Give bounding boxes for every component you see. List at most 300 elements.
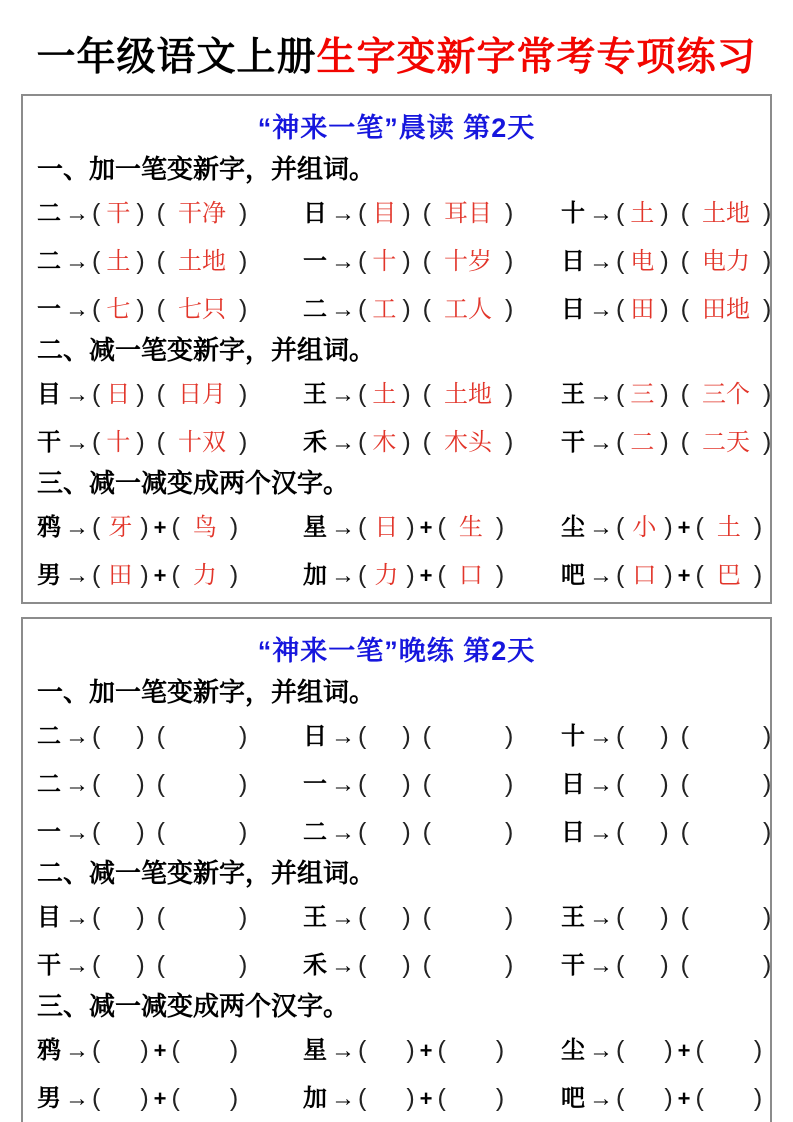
paren-open: ( bbox=[358, 246, 367, 275]
base-character: 王 bbox=[303, 903, 327, 931]
paren-close: ) bbox=[402, 950, 411, 979]
base-character: 鸦 bbox=[37, 513, 61, 541]
paren-close: ) bbox=[664, 1083, 673, 1112]
plus-sign: + bbox=[419, 1037, 433, 1063]
exercise-item bbox=[303, 1030, 561, 1065]
arrow-icon: → bbox=[65, 295, 89, 323]
arrow-icon: → bbox=[331, 247, 355, 275]
answer-word: 二天 bbox=[701, 427, 750, 456]
paren-close: ) bbox=[402, 902, 411, 931]
base-character: 一 bbox=[37, 818, 61, 846]
plus-sign: + bbox=[677, 1085, 691, 1111]
plus-sign: + bbox=[419, 514, 433, 540]
paren-open: ( bbox=[437, 1083, 446, 1112]
exercise-item bbox=[303, 507, 561, 542]
exercise-item bbox=[37, 241, 303, 276]
paren-open: ( bbox=[171, 1035, 180, 1064]
exercise-row bbox=[37, 500, 763, 548]
exercise-item bbox=[37, 897, 303, 932]
base-character: 尘 bbox=[561, 1036, 585, 1064]
paren-close: ) bbox=[136, 246, 145, 275]
exercise-item bbox=[37, 422, 303, 457]
paren-close: ) bbox=[762, 902, 772, 931]
paren-open: ( bbox=[358, 560, 367, 589]
paren-open: ( bbox=[92, 427, 101, 456]
paren-close: ) bbox=[238, 427, 248, 456]
arrow-icon: → bbox=[65, 380, 89, 408]
arrow-icon: → bbox=[589, 513, 613, 541]
paren-open: ( bbox=[358, 379, 367, 408]
arrow-icon: → bbox=[331, 199, 355, 227]
answer-word: 土地 bbox=[177, 246, 226, 275]
arrow-icon: → bbox=[65, 722, 89, 750]
paren-close: ) bbox=[495, 1083, 505, 1112]
exercise-item bbox=[561, 764, 771, 799]
answer-word: 三个 bbox=[701, 379, 750, 408]
paren-open: ( bbox=[616, 512, 625, 541]
evening-practice-panel bbox=[21, 617, 772, 1122]
arrow-icon: → bbox=[65, 199, 89, 227]
paren-close: ) bbox=[762, 246, 772, 275]
answer-character: 日 bbox=[106, 379, 131, 408]
base-character: 鸦 bbox=[37, 1036, 61, 1064]
panel-title-evening: “神来一笔”晚练 第2天 bbox=[257, 635, 536, 666]
paren-close: ) bbox=[762, 817, 772, 846]
paren-open: ( bbox=[422, 198, 431, 227]
exercise-row bbox=[37, 234, 772, 282]
paren-open: ( bbox=[616, 721, 625, 750]
exercise-row bbox=[37, 186, 772, 234]
paren-open: ( bbox=[92, 769, 101, 798]
answer-character: 土 bbox=[630, 198, 655, 227]
exercise-item bbox=[303, 716, 561, 751]
answer-character: 口 bbox=[632, 560, 657, 589]
paren-close: ) bbox=[136, 198, 145, 227]
exercise-row bbox=[37, 805, 772, 853]
paren-open: ( bbox=[680, 769, 689, 798]
paren-close: ) bbox=[402, 427, 411, 456]
base-character: 星 bbox=[303, 513, 327, 541]
exercise-item bbox=[303, 374, 561, 409]
exercise-item bbox=[37, 812, 303, 847]
paren-close: ) bbox=[402, 246, 411, 275]
paren-open: ( bbox=[616, 198, 625, 227]
arrow-icon: → bbox=[589, 380, 613, 408]
paren-close: ) bbox=[504, 198, 514, 227]
exercise-row bbox=[37, 709, 772, 757]
plus-sign: + bbox=[419, 562, 433, 588]
paren-close: ) bbox=[762, 379, 772, 408]
paren-close: ) bbox=[238, 294, 248, 323]
paren-close: ) bbox=[140, 512, 149, 541]
base-character: 目 bbox=[37, 903, 61, 931]
plus-sign: + bbox=[677, 514, 691, 540]
answer-word: 土地 bbox=[443, 379, 492, 408]
paren-open: ( bbox=[422, 721, 431, 750]
section bbox=[37, 330, 772, 463]
paren-close: ) bbox=[495, 512, 505, 541]
exercise-row bbox=[37, 415, 772, 463]
paren-open: ( bbox=[695, 512, 704, 541]
paren-open: ( bbox=[422, 427, 431, 456]
morning-practice-panel bbox=[21, 94, 772, 604]
base-character: 二 bbox=[37, 722, 61, 750]
base-character: 王 bbox=[561, 380, 585, 408]
arrow-icon: → bbox=[331, 770, 355, 798]
paren-open: ( bbox=[616, 294, 625, 323]
exercise-item bbox=[37, 716, 303, 751]
exercise-item bbox=[303, 289, 561, 324]
paren-close: ) bbox=[238, 902, 248, 931]
answer-character: 田 bbox=[108, 560, 133, 589]
paren-open: ( bbox=[358, 817, 367, 846]
plus-sign: + bbox=[677, 1037, 691, 1063]
base-character: 日 bbox=[561, 818, 585, 846]
exercise-item bbox=[37, 1030, 303, 1065]
exercise-item bbox=[37, 507, 303, 542]
paren-close: ) bbox=[402, 294, 411, 323]
plus-sign: + bbox=[153, 514, 167, 540]
paren-close: ) bbox=[664, 560, 673, 589]
paren-close: ) bbox=[402, 198, 411, 227]
arrow-icon: → bbox=[589, 770, 613, 798]
paren-open: ( bbox=[695, 1035, 704, 1064]
base-character: 二 bbox=[37, 247, 61, 275]
arrow-icon: → bbox=[65, 818, 89, 846]
paren-open: ( bbox=[92, 721, 101, 750]
paren-close: ) bbox=[136, 817, 145, 846]
paren-close: ) bbox=[504, 379, 514, 408]
paren-open: ( bbox=[680, 950, 689, 979]
answer-character: 十 bbox=[372, 246, 397, 275]
exercise-item bbox=[303, 422, 561, 457]
paren-close: ) bbox=[753, 512, 763, 541]
paren-close: ) bbox=[762, 950, 772, 979]
paren-open: ( bbox=[358, 769, 367, 798]
paren-open: ( bbox=[156, 902, 165, 931]
paren-close: ) bbox=[753, 1035, 763, 1064]
exercise-item bbox=[561, 289, 771, 324]
paren-close: ) bbox=[406, 512, 415, 541]
paren-open: ( bbox=[616, 1035, 625, 1064]
base-character: 尘 bbox=[561, 513, 585, 541]
paren-open: ( bbox=[156, 427, 165, 456]
paren-close: ) bbox=[664, 1035, 673, 1064]
paren-open: ( bbox=[358, 1035, 367, 1064]
paren-open: ( bbox=[680, 379, 689, 408]
paren-open: ( bbox=[92, 294, 101, 323]
section bbox=[37, 986, 763, 1119]
base-character: 禾 bbox=[303, 428, 327, 456]
exercise-item bbox=[37, 945, 303, 980]
page-title-red-part: 生字变新字常考专项练习 bbox=[316, 36, 757, 79]
exercise-item bbox=[303, 555, 561, 590]
section-heading: 一、加一笔变新字，并组词。 bbox=[37, 153, 376, 184]
exercise-item bbox=[561, 507, 762, 542]
arrow-icon: → bbox=[589, 561, 613, 589]
arrow-icon: → bbox=[65, 903, 89, 931]
paren-open: ( bbox=[92, 817, 101, 846]
arrow-icon: → bbox=[589, 818, 613, 846]
paren-open: ( bbox=[437, 512, 446, 541]
plus-sign: + bbox=[153, 1085, 167, 1111]
answer-character: 电 bbox=[630, 246, 655, 275]
page-title bbox=[0, 0, 793, 81]
paren-open: ( bbox=[422, 294, 431, 323]
arrow-icon: → bbox=[331, 1084, 355, 1112]
answer-word: 鸟 bbox=[192, 512, 217, 541]
answer-word: 生 bbox=[458, 512, 483, 541]
arrow-icon: → bbox=[331, 513, 355, 541]
section bbox=[37, 672, 772, 853]
paren-close: ) bbox=[140, 1035, 149, 1064]
answer-word: 巴 bbox=[716, 560, 741, 589]
base-character: 日 bbox=[561, 247, 585, 275]
exercise-item bbox=[561, 374, 771, 409]
arrow-icon: → bbox=[331, 1036, 355, 1064]
base-character: 日 bbox=[303, 722, 327, 750]
base-character: 王 bbox=[303, 380, 327, 408]
arrow-icon: → bbox=[589, 951, 613, 979]
section bbox=[37, 853, 772, 986]
exercise-item bbox=[37, 289, 303, 324]
exercise-item bbox=[37, 193, 303, 228]
paren-close: ) bbox=[136, 950, 145, 979]
paren-open: ( bbox=[616, 817, 625, 846]
base-character: 目 bbox=[37, 380, 61, 408]
exercise-item bbox=[37, 764, 303, 799]
paren-close: ) bbox=[406, 1083, 415, 1112]
exercise-row bbox=[37, 282, 772, 330]
base-character: 加 bbox=[303, 561, 327, 589]
answer-character: 土 bbox=[106, 246, 131, 275]
answer-word: 七只 bbox=[177, 294, 226, 323]
arrow-icon: → bbox=[589, 295, 613, 323]
paren-close: ) bbox=[504, 427, 514, 456]
answer-character: 小 bbox=[632, 512, 657, 541]
paren-close: ) bbox=[762, 427, 772, 456]
paren-close: ) bbox=[402, 769, 411, 798]
paren-open: ( bbox=[358, 950, 367, 979]
plus-sign: + bbox=[153, 562, 167, 588]
base-character: 禾 bbox=[303, 951, 327, 979]
section bbox=[37, 149, 772, 330]
arrow-icon: → bbox=[65, 513, 89, 541]
answer-word: 十岁 bbox=[443, 246, 492, 275]
paren-close: ) bbox=[504, 902, 514, 931]
paren-close: ) bbox=[406, 560, 415, 589]
paren-open: ( bbox=[422, 950, 431, 979]
base-character: 干 bbox=[561, 428, 585, 456]
arrow-icon: → bbox=[331, 818, 355, 846]
paren-close: ) bbox=[136, 769, 145, 798]
paren-open: ( bbox=[171, 1083, 180, 1112]
paren-close: ) bbox=[136, 902, 145, 931]
paren-close: ) bbox=[762, 769, 772, 798]
exercise-row bbox=[37, 757, 772, 805]
paren-open: ( bbox=[680, 198, 689, 227]
paren-close: ) bbox=[136, 379, 145, 408]
answer-word: 土 bbox=[716, 512, 741, 541]
answer-word: 干净 bbox=[177, 198, 226, 227]
paren-open: ( bbox=[92, 198, 101, 227]
paren-open: ( bbox=[156, 721, 165, 750]
paren-open: ( bbox=[358, 1083, 367, 1112]
paren-open: ( bbox=[156, 950, 165, 979]
paren-open: ( bbox=[422, 246, 431, 275]
paren-close: ) bbox=[660, 817, 669, 846]
base-character: 日 bbox=[561, 770, 585, 798]
plus-sign: + bbox=[677, 562, 691, 588]
base-character: 干 bbox=[37, 428, 61, 456]
paren-close: ) bbox=[660, 950, 669, 979]
paren-open: ( bbox=[156, 294, 165, 323]
paren-close: ) bbox=[664, 512, 673, 541]
exercise-item bbox=[37, 1078, 303, 1113]
paren-open: ( bbox=[92, 1083, 101, 1112]
exercise-item bbox=[561, 555, 762, 590]
panel-title-morning: “神来一笔”晨读 第2天 bbox=[257, 112, 536, 143]
answer-character: 三 bbox=[630, 379, 655, 408]
paren-open: ( bbox=[171, 512, 180, 541]
base-character: 日 bbox=[303, 199, 327, 227]
paren-close: ) bbox=[238, 950, 248, 979]
answer-character: 力 bbox=[374, 560, 399, 589]
arrow-icon: → bbox=[331, 380, 355, 408]
exercise-item bbox=[561, 1030, 762, 1065]
paren-close: ) bbox=[660, 721, 669, 750]
paren-close: ) bbox=[238, 379, 248, 408]
paren-open: ( bbox=[437, 1035, 446, 1064]
paren-close: ) bbox=[762, 721, 772, 750]
base-character: 日 bbox=[561, 295, 585, 323]
base-character: 二 bbox=[37, 199, 61, 227]
arrow-icon: → bbox=[589, 247, 613, 275]
paren-close: ) bbox=[136, 294, 145, 323]
paren-close: ) bbox=[229, 512, 239, 541]
paren-open: ( bbox=[171, 560, 180, 589]
paren-close: ) bbox=[495, 560, 505, 589]
exercise-row bbox=[37, 548, 763, 596]
base-character: 男 bbox=[37, 1084, 61, 1112]
paren-open: ( bbox=[616, 902, 625, 931]
paren-open: ( bbox=[695, 560, 704, 589]
section-heading: 三、减一减变成两个汉字。 bbox=[37, 467, 350, 498]
section-heading: 二、减一笔变新字，并组词。 bbox=[37, 334, 376, 365]
base-character: 吧 bbox=[561, 1084, 585, 1112]
paren-close: ) bbox=[504, 294, 514, 323]
exercise-item bbox=[303, 193, 561, 228]
paren-close: ) bbox=[140, 1083, 149, 1112]
exercise-item bbox=[561, 193, 771, 228]
paren-close: ) bbox=[238, 246, 248, 275]
base-character: 二 bbox=[303, 295, 327, 323]
paren-close: ) bbox=[402, 817, 411, 846]
answer-word: 耳目 bbox=[443, 198, 492, 227]
paren-close: ) bbox=[753, 1083, 763, 1112]
paren-open: ( bbox=[422, 379, 431, 408]
paren-open: ( bbox=[616, 950, 625, 979]
arrow-icon: → bbox=[65, 1036, 89, 1064]
page-title-black-part: 一年级语文上册 bbox=[36, 36, 317, 79]
base-character: 一 bbox=[303, 247, 327, 275]
paren-close: ) bbox=[495, 1035, 505, 1064]
answer-word: 电力 bbox=[701, 246, 750, 275]
section-heading: 三、减一减变成两个汉字。 bbox=[37, 990, 350, 1021]
paren-close: ) bbox=[660, 902, 669, 931]
exercise-item bbox=[37, 374, 303, 409]
paren-open: ( bbox=[680, 246, 689, 275]
answer-character: 牙 bbox=[108, 512, 133, 541]
answer-word: 田地 bbox=[701, 294, 750, 323]
paren-close: ) bbox=[660, 379, 669, 408]
paren-open: ( bbox=[616, 246, 625, 275]
paren-close: ) bbox=[660, 198, 669, 227]
paren-close: ) bbox=[229, 1035, 239, 1064]
paren-close: ) bbox=[229, 1083, 239, 1112]
exercise-item bbox=[561, 1078, 762, 1113]
paren-open: ( bbox=[695, 1083, 704, 1112]
arrow-icon: → bbox=[331, 295, 355, 323]
paren-close: ) bbox=[229, 560, 239, 589]
plus-sign: + bbox=[153, 1037, 167, 1063]
arrow-icon: → bbox=[65, 770, 89, 798]
arrow-icon: → bbox=[589, 722, 613, 750]
exercise-row bbox=[37, 367, 772, 415]
arrow-icon: → bbox=[589, 903, 613, 931]
paren-open: ( bbox=[422, 817, 431, 846]
paren-open: ( bbox=[680, 902, 689, 931]
paren-close: ) bbox=[504, 769, 514, 798]
paren-close: ) bbox=[660, 769, 669, 798]
paren-close: ) bbox=[504, 817, 514, 846]
paren-close: ) bbox=[762, 198, 772, 227]
paren-close: ) bbox=[238, 817, 248, 846]
section-heading: 二、减一笔变新字，并组词。 bbox=[37, 857, 376, 888]
paren-open: ( bbox=[680, 294, 689, 323]
arrow-icon: → bbox=[331, 428, 355, 456]
answer-character: 田 bbox=[630, 294, 655, 323]
exercise-item bbox=[303, 897, 561, 932]
exercise-item bbox=[561, 945, 771, 980]
exercise-item bbox=[303, 812, 561, 847]
base-character: 加 bbox=[303, 1084, 327, 1112]
base-character: 吧 bbox=[561, 561, 585, 589]
arrow-icon: → bbox=[65, 1084, 89, 1112]
arrow-icon: → bbox=[331, 722, 355, 750]
paren-close: ) bbox=[504, 246, 514, 275]
paren-open: ( bbox=[616, 427, 625, 456]
base-character: 星 bbox=[303, 1036, 327, 1064]
paren-close: ) bbox=[136, 721, 145, 750]
exercise-item bbox=[561, 422, 771, 457]
paren-open: ( bbox=[92, 512, 101, 541]
paren-open: ( bbox=[92, 379, 101, 408]
paren-close: ) bbox=[238, 721, 248, 750]
paren-open: ( bbox=[680, 721, 689, 750]
paren-open: ( bbox=[358, 198, 367, 227]
answer-character: 工 bbox=[372, 294, 397, 323]
answer-word: 土地 bbox=[701, 198, 750, 227]
answer-word: 十双 bbox=[177, 427, 226, 456]
answer-character: 十 bbox=[106, 427, 131, 456]
exercise-row bbox=[37, 1023, 763, 1071]
paren-open: ( bbox=[92, 560, 101, 589]
paren-open: ( bbox=[358, 427, 367, 456]
arrow-icon: → bbox=[331, 903, 355, 931]
section-heading: 一、加一笔变新字，并组词。 bbox=[37, 676, 376, 707]
exercise-item bbox=[303, 764, 561, 799]
